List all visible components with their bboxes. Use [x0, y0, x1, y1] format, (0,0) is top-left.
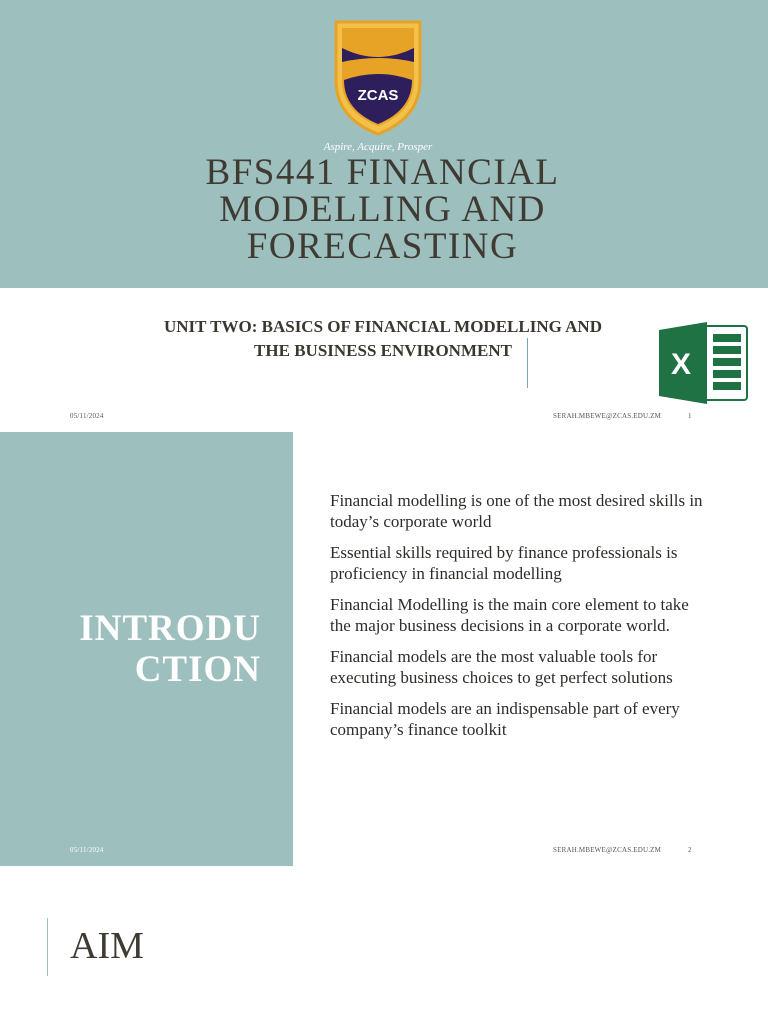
side-panel [0, 432, 293, 866]
excel-letter: X [670, 348, 692, 381]
bullet-list [330, 490, 710, 750]
title-line: FORECASTING [246, 226, 519, 267]
bullet-item: Financial modelling is one of the most desired skills in today’s corporate world [330, 491, 703, 531]
slide-3 [0, 866, 768, 1024]
page-number: 1 [688, 412, 692, 420]
slide-1 [0, 0, 768, 432]
title-line: BFS441 FINANCIAL [205, 152, 560, 193]
bullet-item: Financial models are an indispensable part of every company’s finance toolkit [330, 699, 680, 739]
subtitle-line: THE BUSINESS ENVIRONMENT [254, 341, 512, 360]
tagline: Aspire, Acquire, Prosper [323, 141, 433, 153]
subtitle-line: UNIT TWO: BASICS OF FINANCIAL MODELLING AND [164, 317, 602, 336]
section-heading [41, 608, 261, 690]
presentation-subtitle [110, 315, 656, 363]
zcas-logo [332, 18, 424, 136]
slide-2 [0, 432, 768, 866]
accent-line [47, 918, 48, 976]
footer-date: 05/11/2024 [70, 412, 104, 420]
divider-line [527, 338, 528, 388]
heading-line: CTION [134, 649, 261, 690]
presentation-title [150, 154, 615, 265]
slide-heading: AIM [70, 925, 144, 967]
logo-text: ZCAS [357, 87, 399, 104]
footer-email: SERAH.MBEWE@ZCAS.EDU.ZM [553, 846, 662, 854]
page-number: 2 [688, 846, 692, 854]
bullet-item: Essential skills required by finance professionals is proficiency in financial modelling [330, 543, 678, 583]
footer-email: SERAH.MBEWE@ZCAS.EDU.ZM [553, 412, 662, 420]
title-line: MODELLING AND [219, 189, 546, 230]
bullet-item: Financial models are the most valuable tools for executing business choices to get perfect solutions [330, 647, 673, 687]
heading-line: INTRODU [79, 608, 261, 649]
footer-date: 05/11/2024 [70, 846, 104, 854]
excel-icon [657, 320, 749, 406]
bullet-item: Financial Modelling is the main core element to take the major business decisions in a corporate world. [330, 595, 689, 635]
